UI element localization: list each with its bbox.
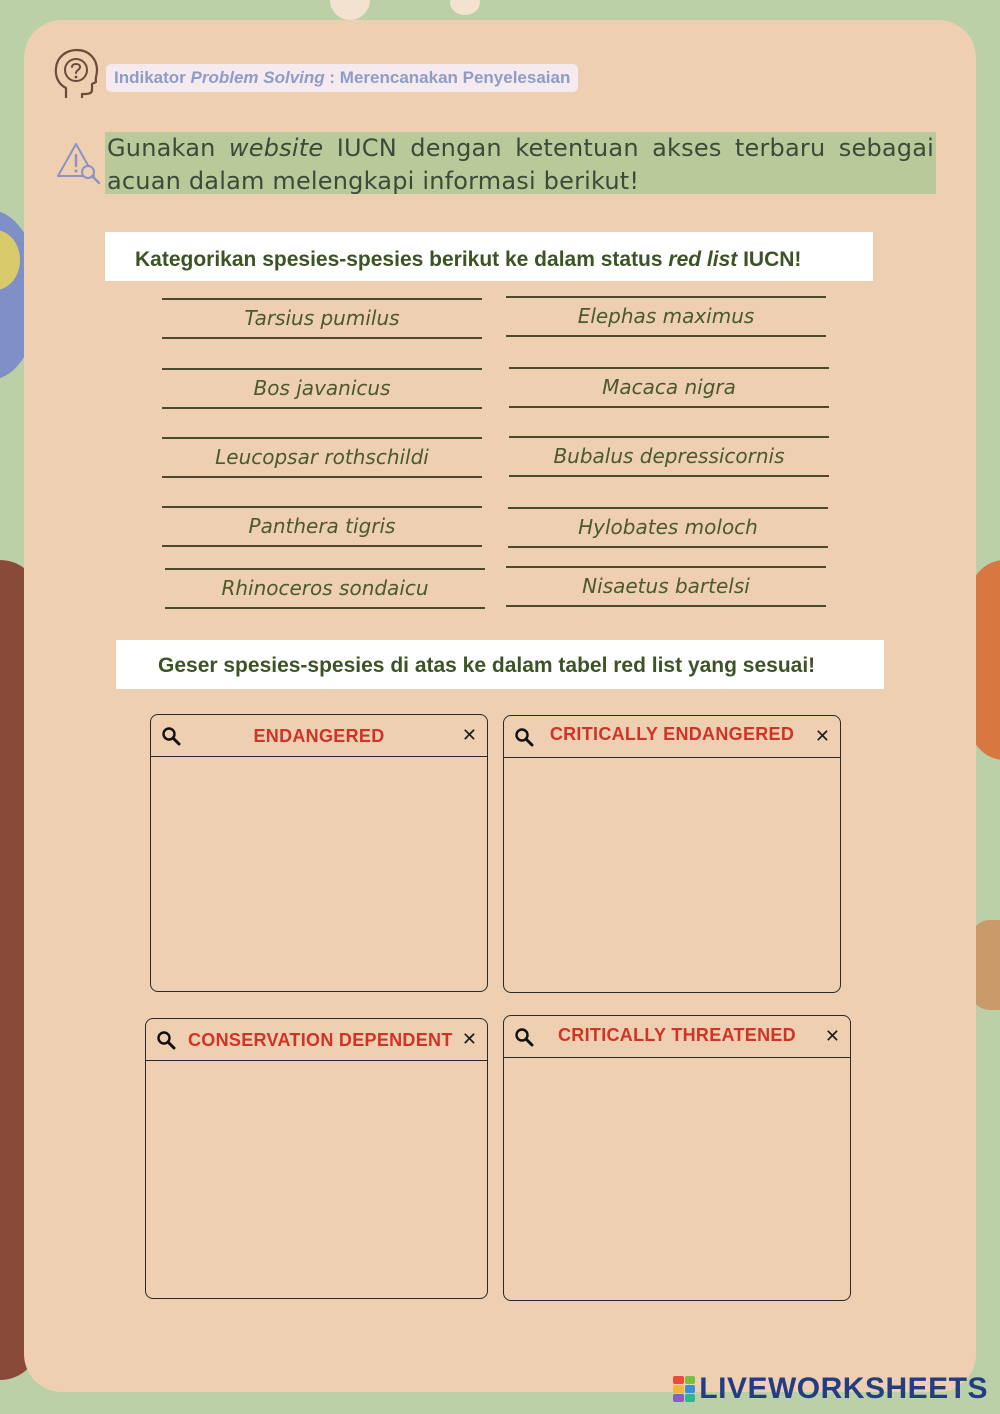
liveworksheets-logo xyxy=(673,1372,988,1406)
drop-box-critically-threatened xyxy=(503,1015,851,1301)
species-item[interactable]: Elephas maximus xyxy=(506,296,826,337)
task-drag-heading: Geser spesies-spesies di atas ke dalam tabel red list yang sesuai! xyxy=(116,640,884,689)
drop-box-title: CRITICALLY ENDANGERED xyxy=(549,724,795,744)
brand-name: LIVEWORKSHEETS xyxy=(699,1372,988,1405)
search-icon xyxy=(156,1030,176,1050)
drop-zone[interactable] xyxy=(146,1061,487,1298)
drop-box-header xyxy=(504,1016,850,1058)
drop-box-title: ENDANGERED xyxy=(253,726,385,746)
close-icon: ✕ xyxy=(824,1026,840,1047)
logo-grid-icon xyxy=(673,1376,695,1402)
drop-zone[interactable] xyxy=(504,758,840,992)
species-item[interactable]: Leucopsar rothschildi xyxy=(162,437,482,478)
species-item[interactable]: Rhinoceros sondaicu xyxy=(165,568,485,609)
drop-zone[interactable] xyxy=(504,1058,850,1300)
drop-box-header xyxy=(151,715,487,757)
drop-box-title: CRITICALLY THREATENED xyxy=(558,1025,796,1045)
close-icon: ✕ xyxy=(814,726,830,747)
species-item[interactable]: Bubalus depressicornis xyxy=(509,436,829,477)
close-icon: ✕ xyxy=(461,1029,477,1050)
drop-box-conservation-dependent xyxy=(145,1018,488,1299)
species-item[interactable]: Bos javanicus xyxy=(162,368,482,409)
drop-box-title: CONSERVATION DEPENDENT xyxy=(188,1030,453,1050)
task-categorize-heading: Kategorikan spesies-spesies berikut ke dalam status red list IUCN! xyxy=(105,232,873,281)
drop-box-header xyxy=(146,1019,487,1061)
drop-zone[interactable] xyxy=(151,757,487,991)
indicator-label: Indikator Problem Solving : Merencanakan Penyelesaian xyxy=(106,64,578,92)
species-item[interactable]: Macaca nigra xyxy=(509,367,829,408)
drop-box-critically-endangered xyxy=(503,715,841,993)
species-item[interactable]: Panthera tigris xyxy=(162,506,482,547)
drop-box-header xyxy=(504,716,840,758)
top-decoration xyxy=(330,0,370,20)
species-item[interactable]: Nisaetus bartelsi xyxy=(506,566,826,607)
warning-search-icon xyxy=(56,140,102,186)
species-item[interactable]: Tarsius pumilus xyxy=(162,298,482,339)
instruction-text: Gunakan website IUCN dengan ketentuan akses terbaru sebagai acuan dalam melengkapi informasi berikut! xyxy=(107,134,934,195)
top-decoration-2 xyxy=(450,0,480,15)
species-item[interactable]: Hylobates moloch xyxy=(508,507,828,548)
close-icon: ✕ xyxy=(461,725,477,746)
drop-box-endangered xyxy=(150,714,488,992)
head-question-icon xyxy=(52,48,100,100)
